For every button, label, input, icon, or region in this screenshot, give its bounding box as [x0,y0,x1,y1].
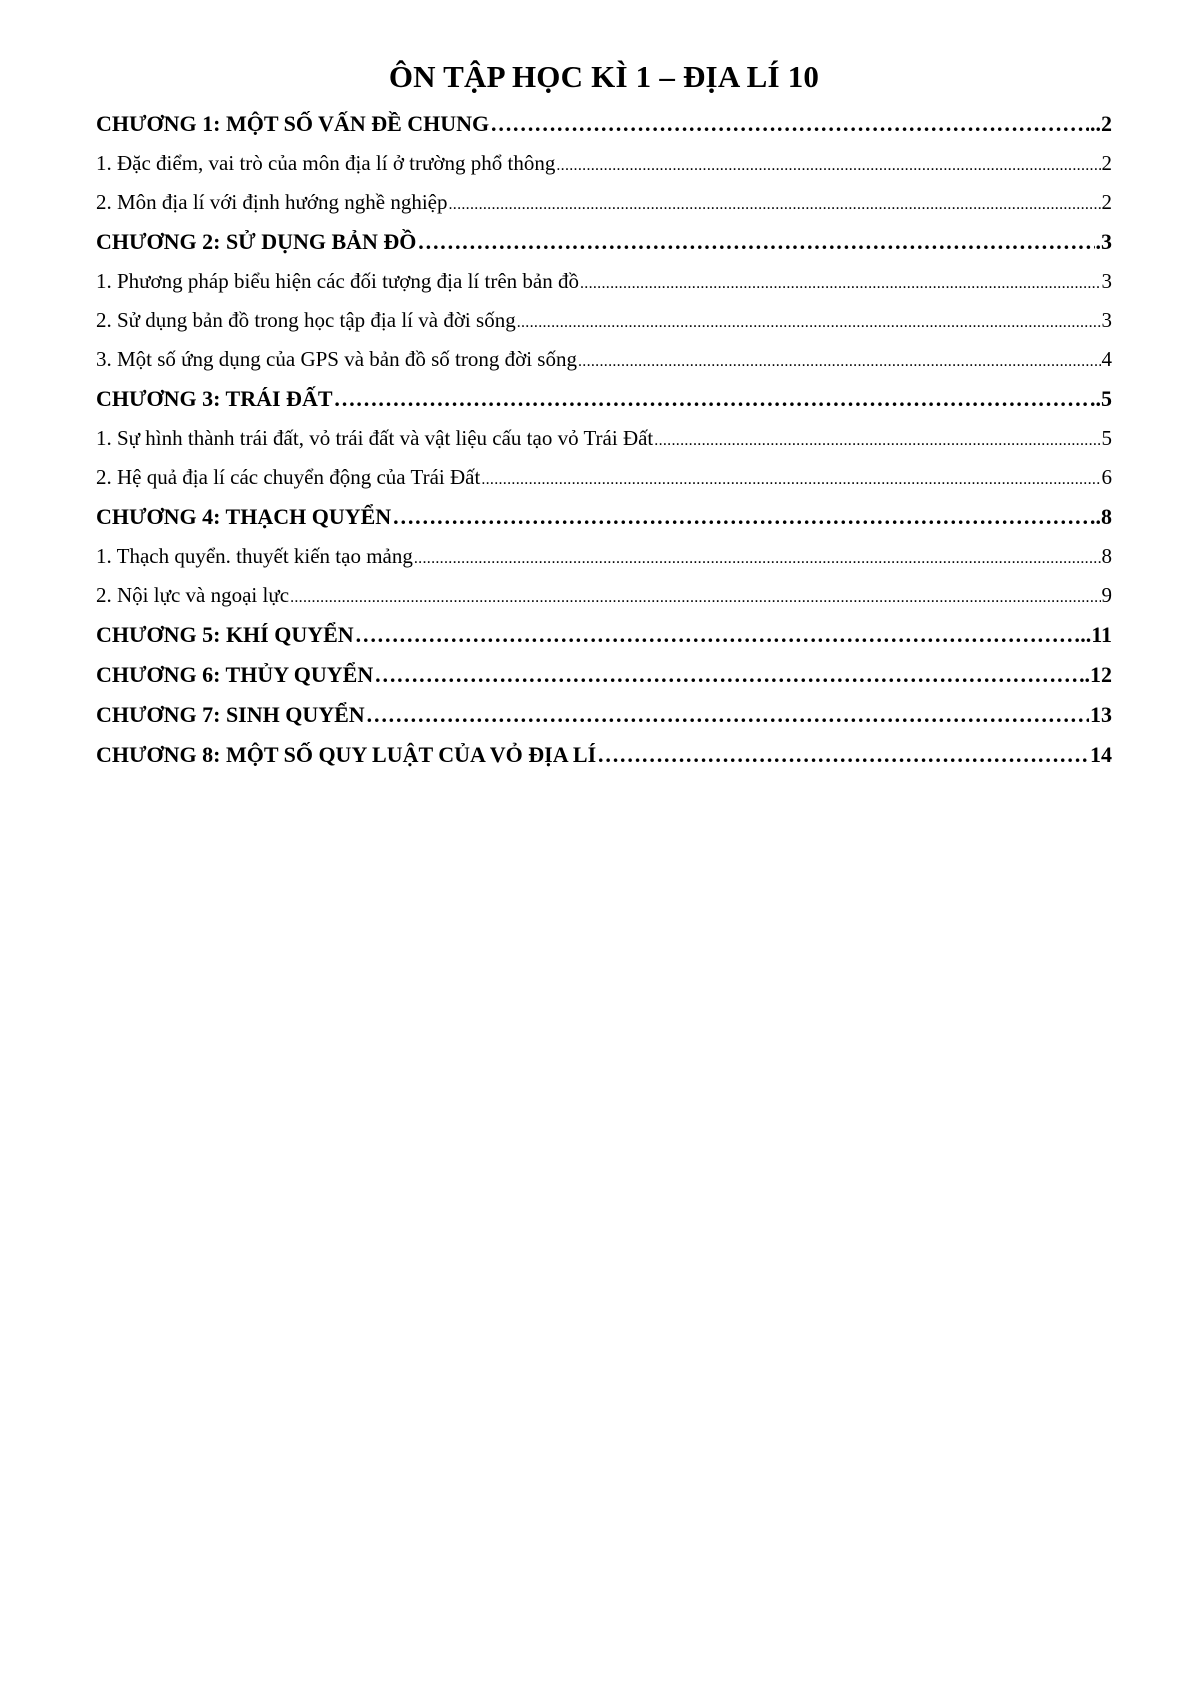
toc-page-number: .8 [1095,504,1112,529]
toc-section-label: 1. Thạch quyển. thuyết kiến tạo mảng [96,544,413,568]
toc-leader [366,695,1089,735]
toc-page-number: 14 [1090,742,1112,767]
toc-section-label: 1. Đặc điểm, vai trò của môn địa lí ở trường phổ thông [96,151,556,175]
toc-page-number: 3 [1101,269,1112,293]
toc-section-2-2[interactable] [96,301,1112,340]
toc-chapter-8[interactable] [96,735,1112,775]
toc-section-4-2[interactable] [96,576,1112,615]
toc-leader [580,262,1101,301]
toc-page-number: ..5 [1090,386,1112,411]
toc-leader [374,655,1083,695]
toc-chapter-label: CHƯƠNG 1: MỘT SỐ VẤN ĐỀ CHUNG [96,111,490,136]
toc-section-label: 1. Sự hình thành trái đất, vỏ trái đất và vật liệu cấu tạo vỏ Trái Đất [96,426,654,450]
toc-page-number: .3 [1095,229,1112,254]
toc-section-4-1[interactable] [96,537,1112,576]
toc-leader [417,222,1094,262]
toc-leader [517,301,1101,340]
toc-leader [490,104,1089,144]
table-of-contents [96,104,1112,775]
toc-chapter-label: CHƯƠNG 3: TRÁI ĐẤT [96,386,333,411]
toc-section-label: 2. Môn địa lí với định hướng nghề nghiệp [96,190,448,214]
toc-leader [392,497,1094,537]
toc-leader [290,576,1100,615]
toc-leader [556,144,1100,183]
toc-page-number: 5 [1101,426,1112,450]
toc-page-number: 2 [1101,151,1112,175]
toc-chapter-label: CHƯƠNG 4: THẠCH QUYỂN [96,504,392,529]
toc-chapter-1[interactable] [96,104,1112,144]
toc-chapter-7[interactable] [96,695,1112,735]
toc-page-number: 4 [1101,347,1112,371]
toc-chapter-4[interactable] [96,497,1112,537]
toc-page-number: 3 [1101,308,1112,332]
toc-page-number: 9 [1101,583,1112,607]
toc-section-3-2[interactable] [96,458,1112,497]
toc-chapter-2[interactable] [96,222,1112,262]
document-page [96,0,1112,775]
toc-leader [481,458,1100,497]
toc-section-label: 1. Phương pháp biểu hiện các đối tượng địa lí trên bản đồ [96,269,579,293]
toc-leader [355,615,1080,655]
toc-section-1-2[interactable] [96,183,1112,222]
toc-page-number: ..2 [1090,111,1112,136]
toc-section-3-1[interactable] [96,419,1112,458]
toc-chapter-label: CHƯƠNG 8: MỘT SỐ QUY LUẬT CỦA VỎ ĐỊA LÍ [96,742,597,767]
toc-leader [597,735,1089,775]
toc-page-number: .12 [1084,662,1112,687]
toc-chapter-label: CHƯƠNG 2: SỬ DỤNG BẢN ĐỒ [96,229,417,254]
toc-section-2-1[interactable] [96,262,1112,301]
toc-page-number: 6 [1101,465,1112,489]
toc-chapter-label: CHƯƠNG 7: SINH QUYỂN [96,702,365,727]
toc-section-label: 3. Một số ứng dụng của GPS và bản đồ số trong đời sống [96,347,577,371]
toc-leader [654,419,1100,458]
toc-page-number: 13 [1090,702,1112,727]
toc-section-label: 2. Nội lực và ngoại lực [96,583,290,607]
toc-page-number: 8 [1101,544,1112,568]
toc-leader [414,537,1101,576]
toc-leader [334,379,1089,419]
toc-section-2-3[interactable] [96,340,1112,379]
toc-section-label: 2. Sử dụng bản đồ trong học tập địa lí và đời sống [96,308,516,332]
toc-section-1-1[interactable] [96,144,1112,183]
document-title: ÔN TẬP HỌC KÌ 1 – ĐỊA LÍ 10 [388,59,820,94]
toc-chapter-5[interactable] [96,615,1112,655]
toc-page-number: 2 [1101,190,1112,214]
toc-leader [578,340,1101,379]
toc-chapter-6[interactable] [96,655,1112,695]
toc-chapter-label: CHƯƠNG 6: THỦY QUYỂN [96,662,374,687]
toc-leader [448,183,1100,222]
toc-chapter-label: CHƯƠNG 5: KHÍ QUYỂN [96,622,354,647]
toc-page-number: ..11 [1080,622,1112,647]
toc-section-label: 2. Hệ quả địa lí các chuyển động của Trái Đất [96,465,481,489]
toc-chapter-3[interactable] [96,379,1112,419]
